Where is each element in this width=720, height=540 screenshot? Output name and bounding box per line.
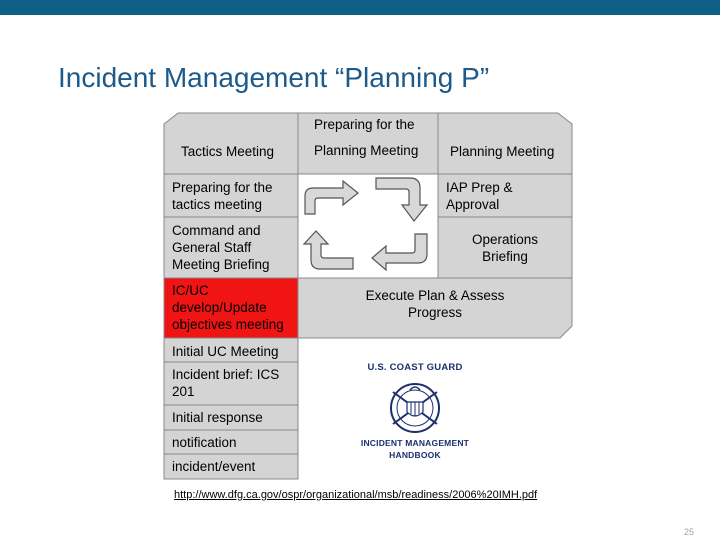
- left-cell-4-label: Initial UC Meeting: [172, 344, 279, 359]
- arrow-bottom-left-icon: [304, 231, 353, 269]
- planning-meeting-cell: [438, 113, 572, 174]
- left-cell-1: [164, 174, 298, 217]
- coast-guard-seal-icon: [360, 374, 470, 444]
- left-cell-8: [164, 454, 298, 479]
- left-cell-2: [164, 217, 298, 278]
- source-link[interactable]: http://www.dfg.ca.gov/ospr/organizational/msb/readiness/2006%20IMH.pdf: [174, 489, 538, 501]
- left-cell-7-label: notification: [172, 435, 237, 450]
- left-cell-8-label: incident/event: [172, 459, 256, 474]
- left-cell-3-label: IC/UC develop/Update objectives meeting: [172, 283, 284, 332]
- tactics-meeting-cell: [164, 113, 298, 174]
- iap-prep-label: IAP Prep & Approval: [446, 180, 513, 212]
- coast-guard-logo: [360, 356, 470, 468]
- execute-plan-cell: [298, 278, 572, 338]
- tactics-meeting-label: Tactics Meeting: [181, 144, 275, 159]
- left-cell-4: [164, 338, 298, 362]
- arrow-top-right-icon: [376, 178, 427, 221]
- arrow-bottom-right-icon: [372, 234, 427, 270]
- logo-bottom-line-2: HANDBOOK: [389, 450, 441, 460]
- left-cell-1-label: Preparing for the tactics meeting: [172, 180, 273, 212]
- left-cell-6-label: Initial response: [172, 410, 263, 425]
- left-cell-7: [164, 430, 298, 454]
- preparing-planning-label-1: Preparing for the: [314, 117, 415, 132]
- left-cell-5: [164, 362, 298, 405]
- execute-plan-label: Execute Plan & Assess Progress: [365, 288, 505, 320]
- left-cell-6: [164, 405, 298, 430]
- logo-top-text: U.S. COAST GUARD: [367, 362, 463, 373]
- left-cell-3-highlighted: [164, 278, 298, 338]
- preparing-planning-label-2: Planning Meeting: [314, 143, 419, 158]
- planning-meeting-label: Planning Meeting: [450, 144, 555, 159]
- page-number: 25: [684, 527, 695, 537]
- operations-briefing-label: Operations Briefing: [471, 232, 539, 264]
- left-cell-5-label: Incident brief: ICS 201: [172, 367, 280, 399]
- logo-bottom-line-1: INCIDENT MANAGEMENT: [360, 438, 470, 448]
- preparing-planning-meeting-cell: [298, 113, 438, 174]
- arrow-top-left-icon: [305, 181, 358, 214]
- slide-title: Incident Management “Planning P”: [58, 62, 490, 93]
- operations-briefing-cell: [438, 217, 572, 278]
- iap-prep-cell: [438, 174, 572, 217]
- left-cell-2-label: Command and General Staff Meeting Briefing: [172, 223, 270, 272]
- cycle-arrows: [304, 178, 427, 270]
